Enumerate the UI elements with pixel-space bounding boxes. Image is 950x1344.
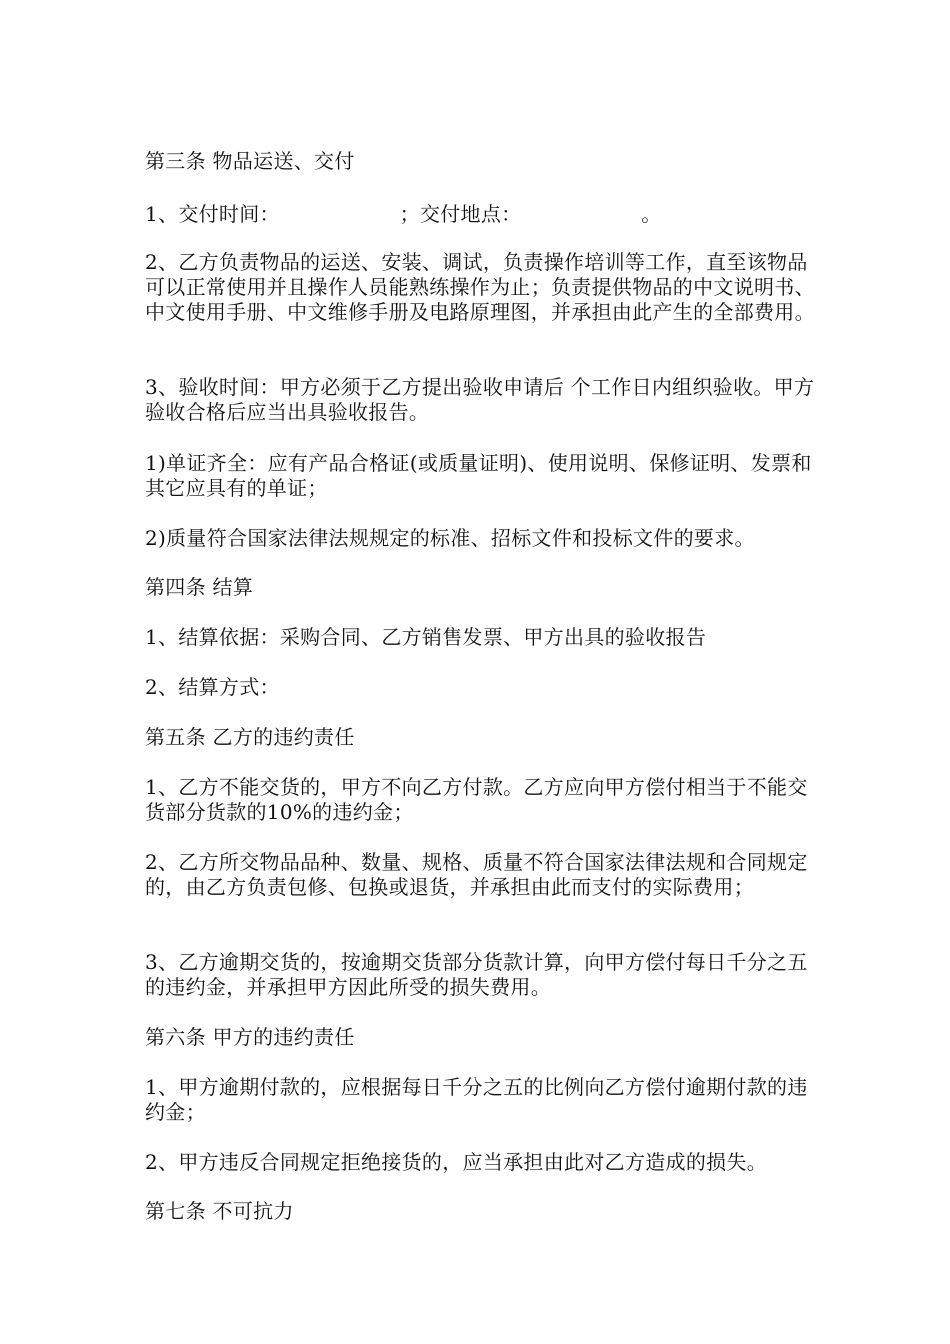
non-delivery-penalty-clause: 1、乙方不能交货的，甲方不向乙方付款。乙方应向甲方偿付相当于不能交货部分货款的10%的违约金；	[145, 775, 808, 824]
delivery-time-place: 1、交付时间： ；交付地点： 。	[145, 202, 662, 226]
documents-complete-item: 1)单证齐全：应有产品合格证(或质量证明)、使用说明、保修证明、发票和其它应具有的单证；	[145, 451, 812, 500]
late-delivery-clause: 3、乙方逾期交货的，按逾期交货部分货款计算，向甲方偿付每日千分之五的违约金，并承担甲方因此所受的损失费用。	[145, 950, 808, 999]
section-heading-5: 第五条 乙方的违约责任	[145, 725, 355, 749]
settlement-basis-clause: 1、结算依据：采购合同、乙方销售发票、甲方出具的验收报告	[145, 625, 707, 649]
acceptance-time-clause: 3、验收时间：甲方必须于乙方提出验收申请后 个工作日内组织验收。甲方验收合格后应当出具验收报告。	[145, 375, 815, 424]
settlement-method-clause: 2、结算方式：	[145, 675, 280, 699]
transport-installation-clause: 2、乙方负责物品的运送、安装、调试，负责操作培训等工作，直至该物品可以正常使用并且操作人员能熟练操作为止；负责提供物品的中文说明书、中文使用手册、中文维修手册及电路原理图，并承担由此产生的全部费用。	[145, 250, 815, 324]
section-heading-7: 第七条 不可抗力	[145, 1199, 294, 1223]
section-heading-4: 第四条 结算	[145, 575, 254, 599]
section-heading-3: 第三条 物品运送、交付	[145, 149, 355, 173]
nonconforming-goods-clause: 2、乙方所交物品品种、数量、规格、质量不符合国家法律法规和合同规定的，由乙方负责包修、包换或退货，并承担由此而支付的实际费用；	[145, 850, 808, 899]
late-payment-clause: 1、甲方逾期付款的，应根据每日千分之五的比例向乙方偿付逾期付款的违约金；	[145, 1075, 808, 1124]
quality-standard-item: 2)质量符合国家法律法规规定的标准、招标文件和投标文件的要求。	[145, 526, 755, 550]
refusal-to-accept-clause: 2、甲方违反合同规定拒绝接货的，应当承担由此对乙方造成的损失。	[145, 1150, 768, 1174]
section-heading-6: 第六条 甲方的违约责任	[145, 1025, 355, 1049]
